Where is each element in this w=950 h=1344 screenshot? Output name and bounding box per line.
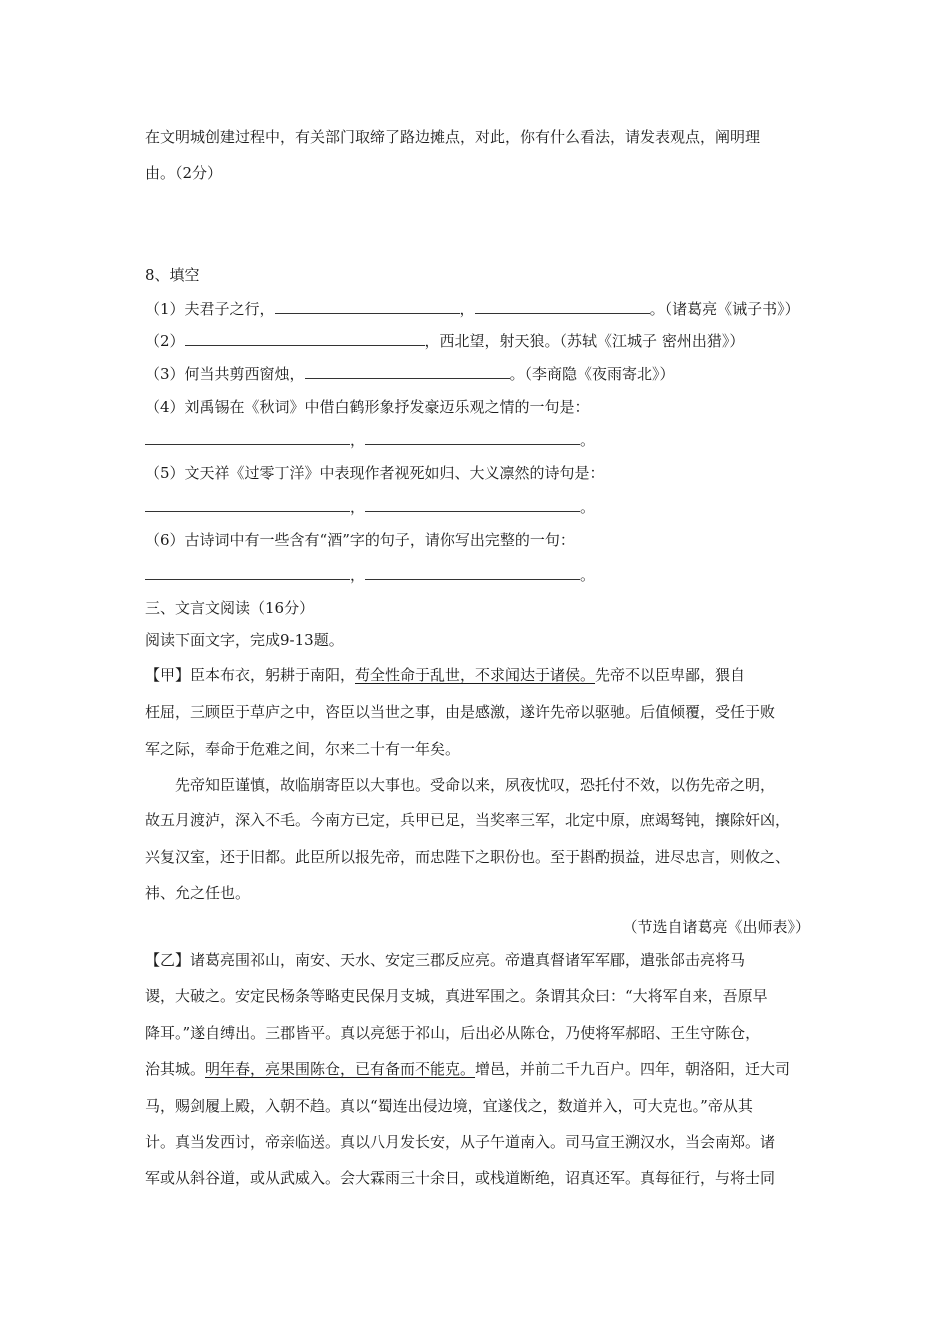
jia-source: （节选自诸葛亮《出师表》） xyxy=(622,918,810,936)
answer-blank-5a[interactable] xyxy=(145,497,350,512)
q8-item-3-suffix: 。（李商隐《夜雨寄北》） xyxy=(509,365,675,383)
q8-item-4-sep: ， xyxy=(350,431,366,449)
q8-item-3 xyxy=(145,364,810,384)
q8-item-3-prefix: （3）何当共剪西窗烛， xyxy=(145,365,305,383)
q8-item-4-answer xyxy=(145,430,810,450)
section-3-title: 三、文言文阅读（16分） xyxy=(145,599,315,617)
yi-line-5: 马，赐剑履上殿，入朝不趋。真以“蜀连出侵边境，宜遂伐之，数道并入，可大克也。”帝从其 xyxy=(145,1097,753,1115)
answer-blank-2[interactable] xyxy=(185,331,425,346)
q8-item-4-end: 。 xyxy=(580,431,596,449)
q8-item-1-suffix: 。（诸葛亮《诫子书》） xyxy=(649,300,800,318)
answer-blank-5b[interactable] xyxy=(365,497,580,512)
q7-text-line-2: 由。（2分） xyxy=(145,164,223,182)
q8-item-5-sep: ， xyxy=(350,498,366,516)
yi-line-1: 【乙】诸葛亮围祁山，南安、天水、安定三郡反应亮。帝遣真督诸军军郿，遣张郃击亮将马 xyxy=(145,951,746,969)
yi-line-2: 谡，大破之。安定民杨条等略吏民保月支城，真进军围之。条谓其众曰：“大将军自来，吾原早 xyxy=(145,987,768,1005)
answer-blank-6b[interactable] xyxy=(365,565,580,580)
section-3-instruction: 阅读下面文字，完成9-13题。 xyxy=(145,631,344,649)
yi-text: 增邑，并前二千九百户。四年，朝洛阳，迁大司 xyxy=(475,1060,791,1078)
q8-item-6: （6）古诗词中有一些含有“酒”字的句子，请你写出完整的一句： xyxy=(145,531,575,549)
yi-underlined-sentence: 明年春，亮果围陈仓，已有备而不能克。 xyxy=(205,1060,476,1078)
jia-text: 【甲】臣本布衣，躬耕于南阳， xyxy=(145,666,356,684)
jia-para-2-line-4: 祎、允之任也。 xyxy=(145,884,251,902)
jia-para-1-line-1 xyxy=(145,665,810,685)
jia-para-2-line-1: 先帝知臣谨慎，故临崩寄臣以大事也。受命以来，夙夜忧叹，恐托付不效，以伤先帝之明， xyxy=(175,776,776,794)
jia-underlined-sentence: 苟全性命于乱世，不求闻达于诸侯。 xyxy=(355,666,596,684)
q8-item-5-end: 。 xyxy=(580,498,596,516)
q8-item-2-prefix: （2） xyxy=(145,332,185,350)
q8-item-6-answer xyxy=(145,565,810,585)
q8-item-4: （4）刘禹锡在《秋词》中借白鹤形象抒发豪迈乐观之情的一句是： xyxy=(145,398,590,416)
answer-blank-1b[interactable] xyxy=(475,299,650,314)
jia-para-1-line-3: 军之际，奉命于危难之间，尔来二十有一年矣。 xyxy=(145,740,461,758)
answer-blank-4a[interactable] xyxy=(145,430,350,445)
q8-item-5: （5）文天祥《过零丁洋》中表现作者视死如归、大义凛然的诗句是： xyxy=(145,464,605,482)
q8-item-1-sep: ， xyxy=(459,300,475,318)
yi-line-4 xyxy=(145,1059,810,1079)
yi-line-3: 降耳。”遂自缚出。三郡皆平。真以亮惩于祁山，后出必从陈仓，乃使将军郝昭、王生守陈仓， xyxy=(145,1024,761,1042)
q8-item-5-answer xyxy=(145,497,810,517)
q8-item-2-suffix: ，西北望，射天狼。（苏轼《江城子 密州出猎》） xyxy=(424,332,745,350)
q8-item-1-prefix: （1）夫君子之行， xyxy=(145,300,275,318)
jia-text: 先帝不以臣卑鄙，猥自 xyxy=(595,666,746,684)
yi-line-6: 计。真当发西讨，帝亲临送。真以八月发长安，从子午道南入。司马宣王溯汉水，当会南郑。诸 xyxy=(145,1133,776,1151)
answer-blank-6a[interactable] xyxy=(145,565,350,580)
q8-item-1 xyxy=(145,299,810,319)
q8-item-6-sep: ， xyxy=(350,566,366,584)
yi-line-7: 军或从斜谷道，或从武威入。会大霖雨三十余日，或栈道断绝，诏真还军。真每征行，与将士同 xyxy=(145,1169,776,1187)
jia-para-2-line-2: 故五月渡泸，深入不毛。今南方已定，兵甲已足，当奖率三军，北定中原，庶竭驽钝，攘除奸凶， xyxy=(145,811,791,829)
jia-para-2-line-3: 兴复汉室，还于旧都。此臣所以报先帝，而忠陛下之职份也。至于斟酌损益，进尽忠言，则攸之、 xyxy=(145,848,791,866)
answer-blank-4b[interactable] xyxy=(365,430,580,445)
q7-text-line-1: 在文明城创建过程中，有关部门取缔了路边摊点，对此，你有什么看法，请发表观点，阐明理 xyxy=(145,128,761,146)
answer-blank-3[interactable] xyxy=(305,364,510,379)
q8-item-6-end: 。 xyxy=(580,566,596,584)
yi-text: 治其城。 xyxy=(145,1060,206,1078)
answer-blank-1a[interactable] xyxy=(275,299,460,314)
q8-item-2 xyxy=(145,331,810,351)
q8-title: 8、填空 xyxy=(145,266,200,284)
jia-para-1-line-2: 枉屈，三顾臣于草庐之中，咨臣以当世之事，由是感激，遂许先帝以驱驰。后值倾覆，受任于败 xyxy=(145,703,776,721)
